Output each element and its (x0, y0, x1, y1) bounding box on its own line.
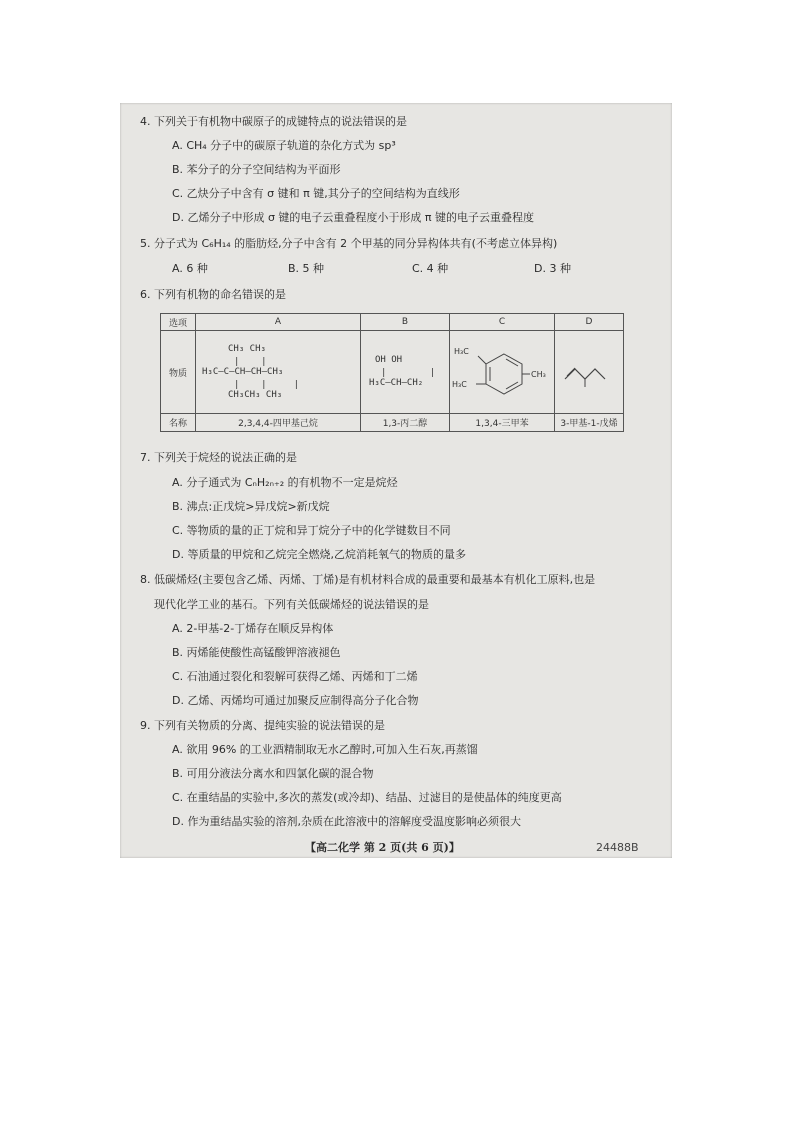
question-7-stem: 7. 下列关于烷烃的说法正确的是 (140, 451, 297, 464)
question-7-option-b: B. 沸点:正戊烷>异戊烷>新戊烷 (172, 500, 330, 513)
question-6-table (160, 313, 624, 432)
methylpentene-skeletal-icon (559, 351, 619, 391)
structure-b-top: OH OH (375, 355, 403, 365)
structure-a (196, 331, 361, 414)
table-name-label: 名称 (161, 414, 196, 432)
question-9-option-a: A. 欲用 96% 的工业酒精制取无水乙醇时,可加入生石灰,再蒸馏 (172, 743, 478, 756)
question-7-option-c: C. 等物质的量的正丁烷和异丁烷分子中的化学键数目不同 (172, 524, 451, 537)
exam-page (120, 103, 672, 858)
table-col-c: C (450, 314, 555, 331)
question-8-option-d: D. 乙烯、丙烯均可通过加聚反应制得高分子化合物 (172, 694, 419, 707)
question-9-option-d: D. 作为重结晶实验的溶剂,杂质在此溶液中的溶解度受温度影响必须很大 (172, 815, 521, 828)
structure-c-h3c-top: H₃C (454, 346, 469, 356)
structure-d (555, 331, 624, 414)
structure-b-main: H₃C—CH—CH₂ (369, 378, 424, 388)
question-5-option-a: A. 6 种 (172, 262, 208, 275)
structure-c (450, 331, 555, 414)
question-9-option-b: B. 可用分液法分离水和四氯化碳的混合物 (172, 767, 374, 780)
structure-b (361, 331, 450, 414)
name-c: 1,3,4-三甲苯 (450, 414, 555, 432)
question-4-option-d: D. 乙烯分子中形成 σ 键的电子云重叠程度小于形成 π 键的电子云重叠程度 (172, 211, 535, 224)
question-8-stem-continued: 现代化学工业的基石。下列有关低碳烯烃的说法错误的是 (154, 598, 429, 611)
question-4-option-b: B. 苯分子的分子空间结构为平面形 (172, 163, 341, 176)
table-col-b: B (361, 314, 450, 331)
question-4-option-c: C. 乙炔分子中含有 σ 键和 π 键,其分子的空间结构为直线形 (172, 187, 460, 200)
table-structure-row (161, 331, 624, 414)
question-8-option-a: A. 2-甲基-2-丁烯存在顺反异构体 (172, 622, 334, 635)
structure-c-h3c-left: H₃C (452, 379, 467, 389)
question-9-stem: 9. 下列有关物质的分离、提纯实验的说法错误的是 (140, 719, 385, 732)
table-col-d: D (555, 314, 624, 331)
structure-a-bonds-bottom: | | | (234, 379, 300, 390)
question-8-stem: 8. 低碳烯烃(主要包含乙烯、丙烯、丁烯)是有机材料合成的最重要和最基本有机化工原料,也是 (140, 573, 596, 586)
question-5-option-b: B. 5 种 (288, 262, 325, 275)
question-9-option-c: C. 在重结晶的实验中,多次的蒸发(或冷却)、结晶、过滤目的是使晶体的纯度更高 (172, 791, 562, 804)
question-5-stem: 5. 分子式为 C₆H₁₄ 的脂肪烃,分子中含有 2 个甲基的同分异构体共有(不考虑立体异构) (140, 237, 558, 250)
name-d: 3-甲基-1-戊烯 (555, 414, 624, 432)
structure-a-top: CH₃ CH₃ (228, 343, 266, 354)
question-4-option-a: A. CH₄ 分子中的碳原子轨道的杂化方式为 sp³ (172, 139, 396, 152)
question-6-stem: 6. 下列有机物的命名错误的是 (140, 288, 286, 301)
structure-a-main: H₃C—C—CH—CH—CH₃ (202, 366, 284, 377)
question-5-option-d: D. 3 种 (534, 262, 571, 275)
question-7-option-d: D. 等质量的甲烷和乙烷完全燃烧,乙烷消耗氧气的物质的量多 (172, 548, 466, 561)
structure-a-bonds-top: | | (234, 356, 267, 367)
name-b: 1,3-丙二醇 (361, 414, 450, 432)
question-8-option-c: C. 石油通过裂化和裂解可获得乙烯、丙烯和丁二烯 (172, 670, 418, 683)
structure-b-bonds: | | (381, 368, 436, 378)
table-header-row (161, 314, 624, 331)
exam-code: 24488B (596, 841, 639, 854)
table-col-a: A (196, 314, 361, 331)
table-name-row (161, 414, 624, 432)
name-a: 2,3,4,4-四甲基己烷 (196, 414, 361, 432)
question-5-option-c: C. 4 种 (412, 262, 449, 275)
structure-c-ch3-right: CH₃ (531, 369, 546, 379)
structure-a-bottom: CH₃CH₃ CH₃ (228, 389, 283, 400)
trimethylbenzene-structure-icon (452, 332, 552, 410)
question-7-option-a: A. 分子通式为 CₙH₂ₙ₊₂ 的有机物不一定是烷烃 (172, 476, 398, 489)
page-footer: 【高二化学 第 2 页(共 6 页)】 (305, 841, 460, 854)
table-header-label: 选项 (161, 314, 196, 331)
table-structure-label: 物质 (161, 331, 196, 414)
question-8-option-b: B. 丙烯能使酸性高锰酸钾溶液褪色 (172, 646, 341, 659)
question-4-stem: 4. 下列关于有机物中碳原子的成键特点的说法错误的是 (140, 115, 407, 128)
